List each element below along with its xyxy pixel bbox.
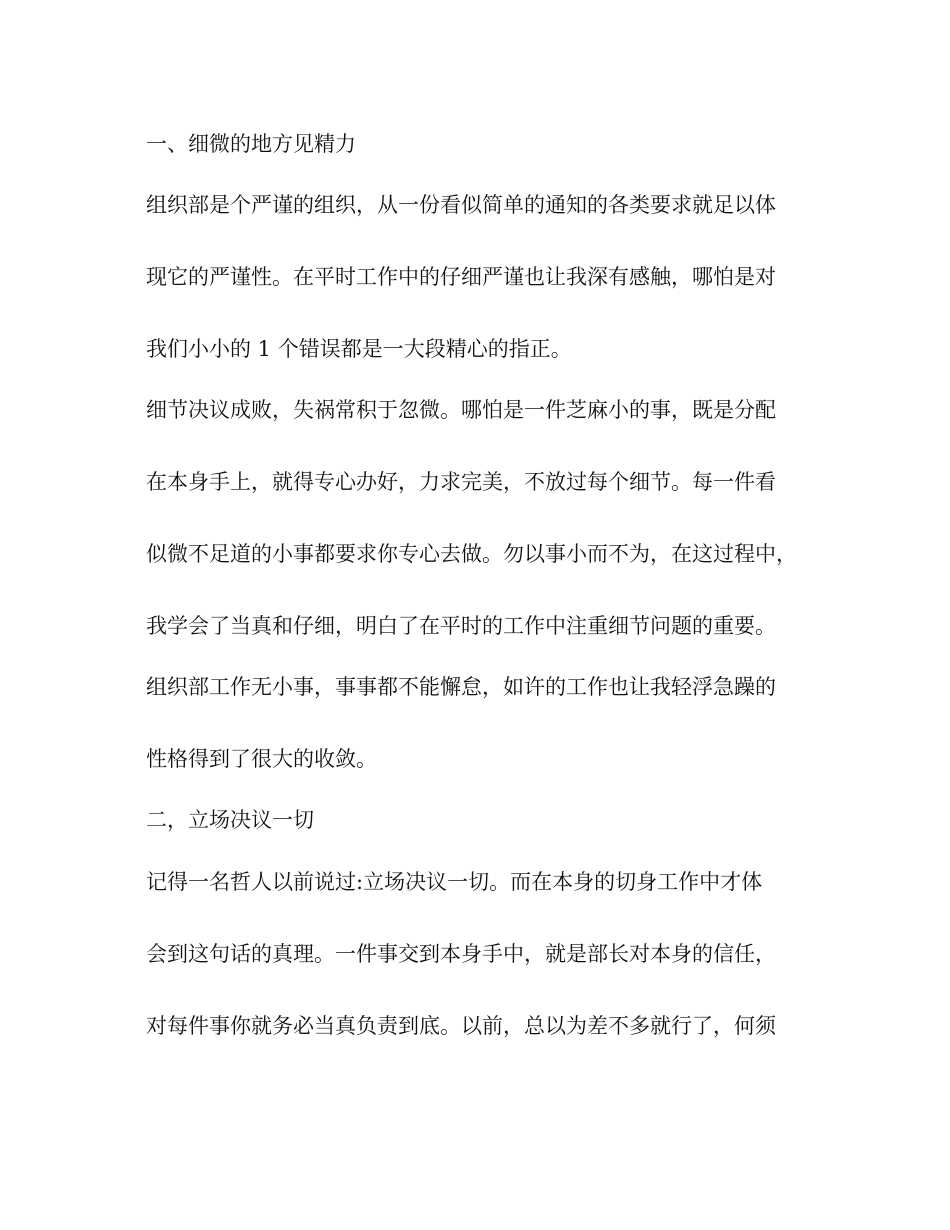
paragraph-line: 记得一名哲人以前说过:立场决议一切。而在本身的切身工作中才体 xyxy=(146,870,763,894)
paragraph-line: 组织部是个严谨的组织，从一份看似简单的通知的各类要求就足以体 xyxy=(146,193,776,217)
paragraph-line: 对每件事你就务必当真负责到底。以前，总以为差不多就行了，何须 xyxy=(146,1014,776,1038)
paragraph-line: 似微不足道的小事都要求你专心去做。勿以事小而不为，在这过程中， xyxy=(146,542,797,566)
section-heading-1: 一、细微的地方见精力 xyxy=(146,132,356,156)
paragraph-line: 我们小小的 1 个错误都是一大段精心的指正。 xyxy=(146,337,572,361)
section-heading-2: 二，立场决议一切 xyxy=(146,808,314,832)
paragraph-line: 在本身手上，就得专心办好，力求完美，不放过每个细节。每一件看 xyxy=(146,470,776,494)
paragraph-line: 现它的严谨性。在平时工作中的仔细严谨也让我深有感触，哪怕是对 xyxy=(146,265,776,289)
paragraph-line: 细节决议成败，失祸常积于忽微。哪怕是一件芝麻小的事，既是分配 xyxy=(146,398,776,422)
paragraph-line: 组织部工作无小事，事事都不能懈怠，如许的工作也让我轻浮急躁的 xyxy=(146,675,776,699)
paragraph-line: 会到这句话的真理。一件事交到本身手中，就是部长对本身的信任， xyxy=(146,942,776,966)
paragraph-line: 性格得到了很大的收敛。 xyxy=(146,747,377,771)
paragraph-line: 我学会了当真和仔细，明白了在平时的工作中注重细节问题的重要。 xyxy=(146,614,776,638)
